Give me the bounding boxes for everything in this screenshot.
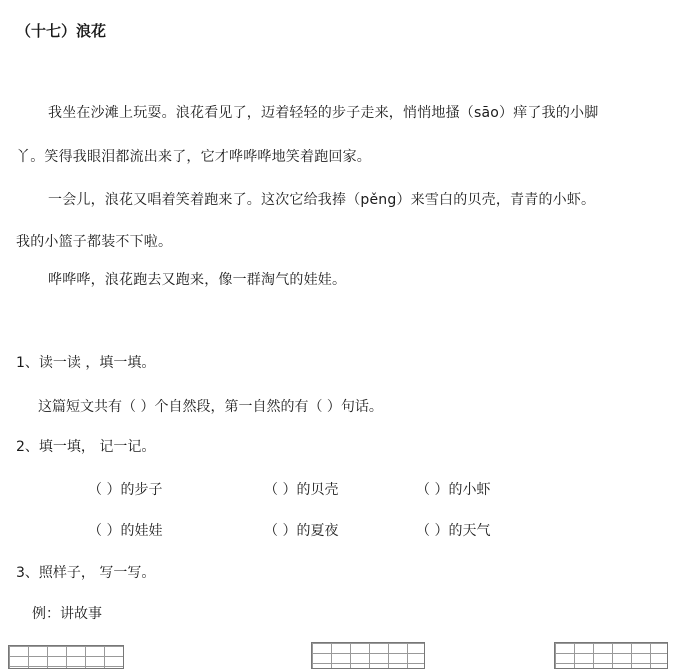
passage-p2-line2: 我的小篮子都装不下啦。 [16,234,173,250]
example-text: 例：讲故事 [32,606,102,622]
fill-blank-children: （ ）的娃娃 [88,523,163,539]
fill-blank-weather: （ ）的天气 [416,523,491,539]
fill-blank-shells: （ ）的贝壳 [264,482,339,498]
question-3-heading: 3、照样子， 写一写。 [16,565,156,581]
passage-p1-line1: 我坐在沙滩上玩耍。浪花看见了，迈着轻轻的步子走来，悄悄地搔（sāo）痒了我的小脚 [48,105,599,121]
writing-grid-right[interactable] [554,642,668,669]
passage-p1-line2: 丫。笑得我眼泪都流出来了，它才哗哗哗地笑着跑回家。 [16,149,371,165]
passage-p3-line1: 哗哗哗，浪花跑去又跑来，像一群淘气的娃娃。 [48,272,347,288]
question-1-text: 这篇短文共有（ ）个自然段，第一自然的有（ ）句话。 [38,399,383,415]
fill-blank-shrimp: （ ）的小虾 [416,482,491,498]
question-2-heading: 2、填一填， 记一记。 [16,439,156,455]
fill-blank-summer-night: （ ）的夏夜 [264,523,339,539]
passage-p2-line1: 一会儿，浪花又唱着笑着跑来了。这次它给我捧（pěng）来雪白的贝壳，青青的小虾。 [48,192,596,208]
page-title: （十七）浪花 [16,22,107,40]
writing-grid-left[interactable] [8,645,124,669]
fill-blank-steps: （ ）的步子 [88,482,163,498]
question-1-heading: 1、读一读 ，填一填。 [16,355,156,371]
writing-grid-middle[interactable] [311,642,425,669]
